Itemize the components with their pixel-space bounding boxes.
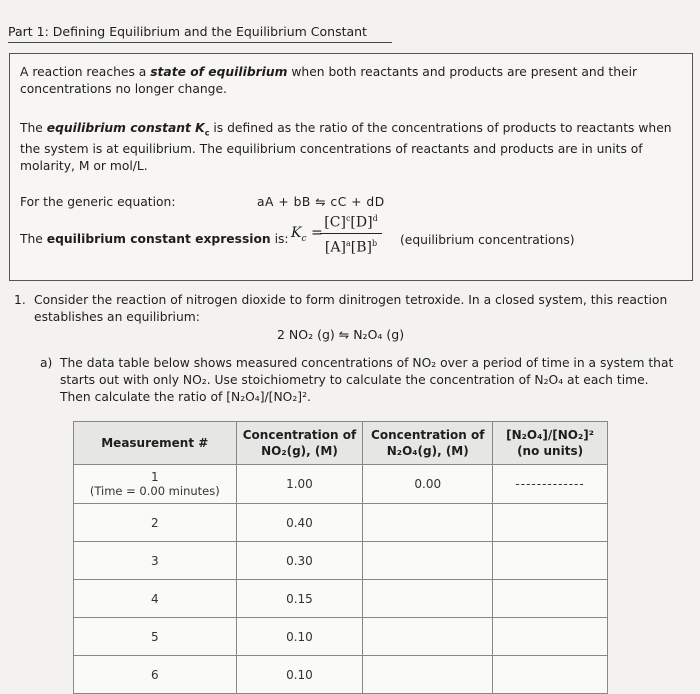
equilibrium-note: (equilibrium concentrations) bbox=[400, 233, 575, 247]
table-row bbox=[74, 656, 608, 694]
generic-equation: aA + bB ⇋ cC + dD bbox=[257, 195, 385, 209]
question-text: Consider the reaction of nitrogen dioxide to form dinitrogen tetroxide. In a closed system, this reaction establishes an equilibrium: bbox=[34, 293, 668, 324]
no2-cell: 0.15 bbox=[236, 580, 363, 618]
intro-box bbox=[9, 53, 693, 281]
kc-numerator: $[C]^c[D]^d$ bbox=[320, 210, 382, 234]
generic-equation-label: For the generic equation: bbox=[20, 195, 176, 209]
no2-cell: 0.40 bbox=[236, 504, 363, 542]
ratio-cell[interactable] bbox=[493, 656, 608, 694]
no2-cell: 0.10 bbox=[236, 618, 363, 656]
ratio-cell[interactable] bbox=[493, 504, 608, 542]
table-row bbox=[74, 580, 608, 618]
header-n2o4: Concentration of N₂O₄(g), (M) bbox=[363, 422, 493, 465]
kc-symbol: $K_c$ = bbox=[291, 225, 323, 244]
no2-cell: 0.10 bbox=[236, 656, 363, 694]
header-ratio: [N₂O₄]/[NO₂]² (no units) bbox=[493, 422, 608, 465]
reaction-equation: 2 NO₂ (g) ⇋ N₂O₄ (g) bbox=[277, 327, 405, 342]
measurement-cell: 6 bbox=[74, 656, 237, 694]
kc-fraction bbox=[320, 210, 382, 256]
n2o4-cell[interactable] bbox=[363, 504, 493, 542]
table-row bbox=[74, 542, 608, 580]
measurement-cell: 1 (Time = 0.00 minutes) bbox=[74, 465, 237, 504]
ratio-cell[interactable] bbox=[493, 542, 608, 580]
table-row bbox=[74, 618, 608, 656]
measurement-cell: 3 bbox=[74, 542, 237, 580]
n2o4-cell[interactable] bbox=[363, 580, 493, 618]
n2o4-cell[interactable] bbox=[363, 656, 493, 694]
concentration-table bbox=[73, 421, 608, 694]
question-number: 1. bbox=[14, 293, 26, 307]
part-title bbox=[8, 24, 371, 39]
header-no2: Concentration of NO₂(g), (M) bbox=[236, 422, 363, 465]
equilibrium-definition: A reaction reaches a state of equilibrium when both reactants and products are present and their concentrations no longer change. bbox=[20, 65, 638, 96]
kc-denominator: $[A]^a[B]^b$ bbox=[324, 238, 378, 256]
no2-cell: 0.30 bbox=[236, 542, 363, 580]
header-measurement: Measurement # bbox=[74, 422, 237, 465]
part-a-label: a) bbox=[40, 356, 53, 370]
table-header-row bbox=[74, 422, 608, 465]
no2-cell: 1.00 bbox=[236, 465, 363, 504]
part-title-underline bbox=[8, 42, 392, 43]
measurement-cell: 5 bbox=[74, 618, 237, 656]
n2o4-cell[interactable] bbox=[363, 618, 493, 656]
part-title-text: Part 1: Defining Equilibrium and the Equilibrium Constant bbox=[8, 24, 367, 39]
expression-label: The equilibrium constant expression is: bbox=[20, 232, 289, 246]
ratio-cell[interactable] bbox=[493, 618, 608, 656]
n2o4-cell[interactable] bbox=[363, 542, 493, 580]
table-row bbox=[74, 465, 608, 504]
ratio-cell: ------------- bbox=[493, 465, 608, 504]
constant-definition: The equilibrium constant $K_c$ is defined as the ratio of the concentrations of products to reactants when the system is at equilibrium. The equilibrium concentrations of reactants and products are in units of molarity, M or mol/L. bbox=[20, 121, 672, 174]
time-note: (Time = 0.00 minutes) bbox=[89, 484, 220, 498]
table-row bbox=[74, 504, 608, 542]
measurement-cell: 2 bbox=[74, 504, 237, 542]
n2o4-cell[interactable]: 0.00 bbox=[363, 465, 493, 504]
part-a-text: The data table below shows measured concentrations of NO₂ over a period of time in a system that starts out with only NO₂. Use stoichiometry to calculate the concentration of N₂O₄ at each time. Then calculate the ratio of [N₂O₄]/[NO₂]². bbox=[60, 356, 674, 404]
measurement-cell: 4 bbox=[74, 580, 237, 618]
ratio-cell[interactable] bbox=[493, 580, 608, 618]
